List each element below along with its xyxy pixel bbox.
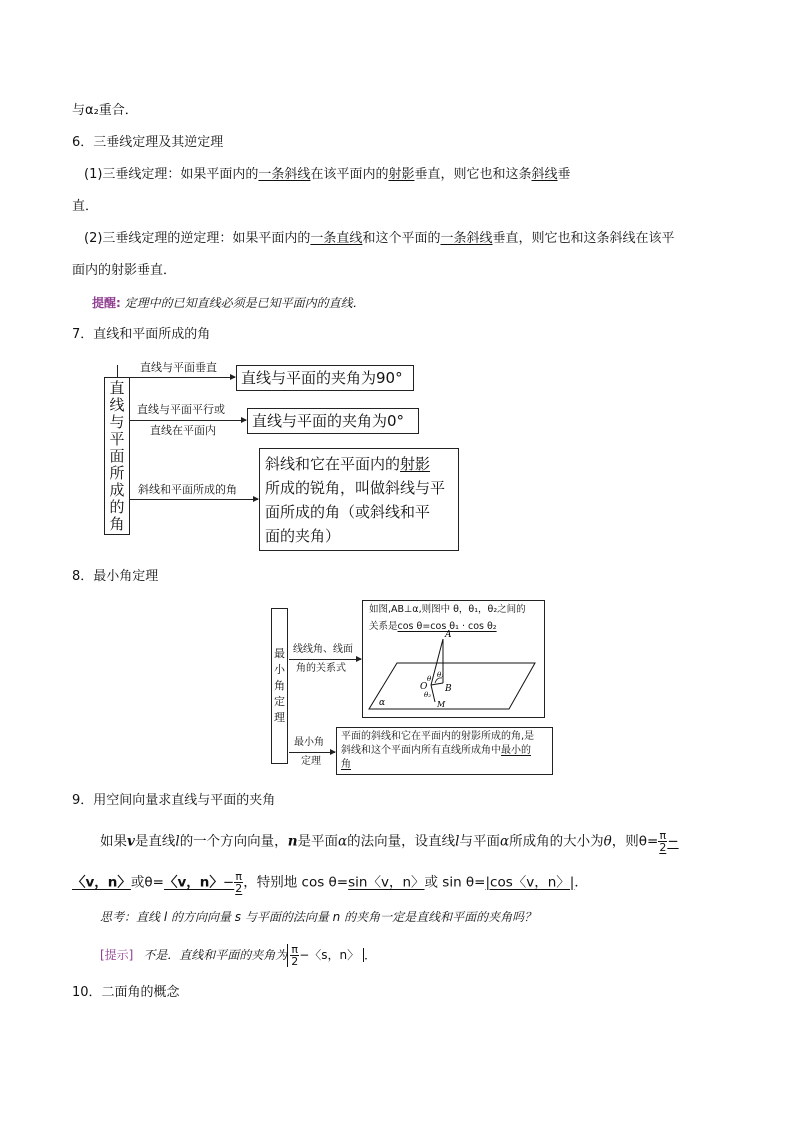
figure-caption-line2: 关系是cos θ=cos θ₁ · cos θ₂ — [369, 621, 497, 632]
fraction-pi-over-2: $\frac{\pi}{2}$ — [659, 829, 667, 854]
paragraph-continuation: 面内的射影垂直． — [72, 263, 177, 278]
tip-text: 定理中的已知直线必须是已知平面内的直线． — [124, 296, 365, 310]
diagram7-vertical-title: 直 线 与 平 面 所 成 的 角 — [104, 377, 130, 535]
vector-formula-line1: 如果v是直线l的一个方向向量，n是平面α的法向量，设直线l与平面α所成角的大小为θ，则θ= $\frac{\pi}{2}$ − — [100, 829, 679, 854]
branch1-label: 直线与平面垂直 — [140, 361, 217, 374]
branch1-label-line2: 角的关系式 — [296, 663, 346, 674]
figure-svg — [363, 601, 544, 717]
label-O: O — [420, 682, 428, 692]
connector — [117, 365, 118, 377]
branch1-label-line1: 线线角、线面 — [293, 644, 353, 655]
branch3-label: 斜线和平面所成的角 — [138, 483, 237, 496]
text-line: 与α₂重合． — [72, 103, 138, 118]
section-heading-10: 10．二面角的概念 — [72, 985, 180, 1000]
segment-OB — [431, 683, 443, 685]
fraction-pi-over-2: $\frac{\pi}{2}$ — [287, 944, 299, 967]
paragraph-three-perpendicular: (1)三垂线定理：如果平面内的一条斜线在该平面内的射影垂直，则它也和这条斜线垂 — [84, 167, 571, 182]
think-question: 思考：直线 l 的方向向量 s 与平面的法向量 n 的夹角一定是直线和平面的夹角吗？ — [100, 910, 537, 924]
tip-label: 提醒: — [92, 296, 121, 310]
tip-note — [92, 294, 365, 312]
label-theta2: θ₂ — [424, 691, 432, 699]
arrow-branch1 — [289, 659, 361, 660]
label-theta1: θ₁ — [437, 671, 445, 679]
vector-formula-line2: 〈v，n〉或θ=〈v，n〉− $\frac{\pi}{2}$ ，特别地 cos θ=sin〈v，n〉或 sin θ=|cos〈v，n〉|． — [72, 870, 588, 895]
branch2-label-line1: 直线与平面平行或 — [137, 403, 225, 416]
branch2-label-line2: 定理 — [301, 756, 321, 767]
minimum-angle-box: 平面的斜线和它在平面内的射影所成的角,是 斜线和这个平面内所有直线所成角中最小的 角 — [336, 727, 553, 775]
paragraph-converse-theorem: (2)三垂线定理的逆定理：如果平面内的一条直线和这个平面的一条斜线垂直，则它也和这条斜线在该平 — [84, 231, 675, 246]
section-heading-9: 9．用空间向量求直线与平面的夹角 — [72, 793, 276, 808]
arrow-branch1 — [117, 377, 235, 378]
section-heading-7: 7．直线和平面所成的角 — [72, 327, 211, 342]
label-B: B — [445, 684, 452, 694]
branch1-box: 直线与平面的夹角为90° — [236, 365, 414, 391]
figure-caption-line1: 如图,AB⊥α,则图中 θ，θ₁，θ₂之间的 — [369, 604, 526, 615]
hint-label: [提示] — [100, 948, 134, 962]
hint-line: [提示] 不是．直线和平面的夹角为 $\frac{\pi}{2}$ −〈s，n〉 ． — [100, 943, 377, 968]
fraction-pi-over-2: $\frac{\pi}{2}$ — [235, 870, 243, 895]
paragraph-continuation: 直． — [72, 199, 99, 214]
branch2-label-line2: 直线在平面内 — [150, 424, 216, 437]
label-alpha: α — [379, 698, 386, 708]
arrow-branch2 — [289, 752, 335, 753]
arrow-branch2 — [130, 420, 246, 421]
label-theta: θ — [427, 675, 432, 683]
branch2-label-line1: 最小角 — [294, 737, 324, 748]
label-A: A — [445, 630, 452, 640]
branch3-box: 斜线和它在平面内的射影 所成的锐角，叫做斜线与平 面所成的角（或斜线和平 面的夹角） — [259, 448, 459, 551]
plane-alpha — [369, 663, 535, 709]
diagram8-vertical-title: 最 小 角 定 理 — [271, 608, 288, 764]
section-heading-8: 8．最小角定理 — [72, 569, 159, 584]
branch2-box: 直线与平面的夹角为0° — [247, 408, 419, 434]
label-M: M — [437, 700, 446, 709]
section-heading-6: 6．三垂线定理及其逆定理 — [72, 135, 224, 150]
figure-box — [362, 600, 545, 718]
arrow-branch3 — [130, 499, 258, 500]
segment-OM — [431, 685, 435, 702]
